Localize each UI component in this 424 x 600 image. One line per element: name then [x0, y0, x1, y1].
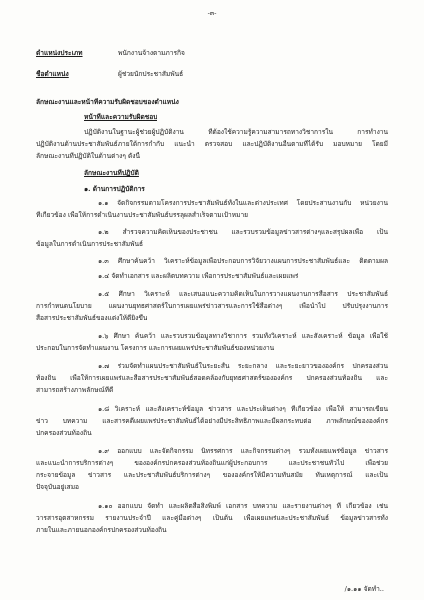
duties-heading: หน้าที่และความรับผิดชอบ	[84, 113, 158, 121]
item-line: ข่าว บทความ และสารคดีเผยแพร่ประชาสัมพันธ์ได้อย่างมีประสิทธิภาพและมีผลกระทบต่อ ภาพลักษณ์ขององค์กร	[36, 417, 388, 425]
continuation-footer: /๑.๑๑ จัดทำ..	[344, 585, 384, 593]
item-line: ๑.๗ ร่วมจัดทำแผนประชาสัมพันธ์ในระยะสั้น ระยะกลาง และระยะยาวขององค์กร ปกครองส่วน	[98, 362, 388, 370]
item-line: ปกครองส่วนท้องถิ่น	[36, 429, 92, 437]
item-line: ประกอบในการจัดทำแผนงาน โครงการ และการเผยแพร่ประชาสัมพันธ์ของหน่วยงาน	[36, 344, 275, 352]
item-line: สามารถสร้างภาพลักษณ์ที่ดี	[36, 386, 114, 394]
item-line: ๑.๙ ออกแบบ และจัดกิจกรรม นิทรรศการ และกิจกรรมต่างๆ รวมทั้งเผยแพร่ข้อมูล ข่าวสาร	[98, 447, 388, 455]
item-line: ที่เกี่ยวข้อง เพื่อให้การดำเนินงานประชาสัมพันธ์บรรลุผลสำเร็จตามเป้าหมาย	[36, 211, 249, 219]
item-line: ปัจจุบันอยู่เสมอ	[36, 483, 80, 491]
page-number: -๓-	[207, 9, 217, 17]
tasks-heading: ลักษณะงานที่ปฏิบัติ	[84, 169, 139, 177]
item-line: ๑.๘ วิเคราะห์ และสังเคราะห์ข้อมูล ข่าวสาร และประเด็นต่างๆ ที่เกี่ยวข้อง เพื่อให้ สามารถเขียน	[98, 405, 388, 413]
position-type-label: ตำแหน่งประเภท	[36, 49, 83, 57]
item-line: ๑.๒ สำรวจความคิดเห็นของประชาชน และรวบรวมข้อมูลข่าวสารต่างๆและสรุปผลเพื่อ เป็น	[98, 228, 388, 236]
intro-line: ลักษณะงานที่ปฏิบัติในด้านต่างๆ ดังนี้	[36, 152, 140, 160]
section-heading: ลักษณะงานและหน้าที่ความรับผิดชอบของตำแหน่ง	[36, 98, 179, 106]
item-line: ๑.๔ จัดทำเอกสาร และผลิตบทความ เพื่อการประชาสัมพันธ์และเผยแพร่	[98, 272, 299, 280]
position-name-value: ผู้ช่วยนักประชาสัมพันธ์	[118, 70, 184, 78]
item-line: ๑.๑ จัดกิจกรรมตามโครงการประชาสัมพันธ์ทั้งในและต่างประเทศ โดยประสานงานกับ หน่วยงาน	[98, 199, 388, 207]
position-type-value: พนักงานจ้างตามภารกิจ	[118, 49, 185, 57]
item-line: ๑.๑๐ ออกแบบ จัดทำ และผลิตสื่อสิ่งพิมพ์ เอกสาร บทความ และรายงานต่างๆ ที่ เกี่ยวข้อง เช่น	[98, 502, 388, 510]
item-line: ภายในและภายนอกองค์กรปกครองส่วนท้องถิ่น	[36, 526, 167, 534]
item-line: การกำหนดนโยบาย แผนงานยุทธศาสตร์ในการเผยแพร่ข่าวสารและการใช้สื่อต่างๆ เพื่อนำไป ปรับปรุงงานการ	[36, 302, 388, 310]
item-line: ๑.๖ ศึกษา ค้นคว้า และรวบรวมข้อมูลทางวิชาการ รวมทั้งวิเคราะห์ และสังเคราะห์ ข้อมูล เพื่อใช้	[98, 332, 388, 340]
item-line: ข้อมูลในการดำเนินการประชาสัมพันธ์	[36, 240, 144, 248]
item-line: และแนะนำการบริการต่างๆ ขององค์กรปกครองส่วนท้องถิ่นแก่ผู้ประกอบการ และประชาชนทั่วไป เพื่อช่วย	[36, 459, 388, 467]
item-line: ๑.๓ ศึกษาค้นคว้า วิเคราะห์ข้อมูลเพื่อประกอบการวิจัยวางแผนการประชาสัมพันธ์และ ติดตามผล	[98, 257, 388, 265]
item-line: สื่อสารประชาสัมพันธ์ของแต่งให้ดียิ่งขึ้น	[36, 314, 148, 322]
item-line: วารสารอุตสาหกรรม รายงานประจำปี และคู่มือต่างๆ เป็นต้น เพื่อเผยแพร่และประชาสัมพันธ์ ข้อมูลข่าวสารทั้ง	[36, 514, 388, 522]
item-line: ท้องถิ่น เพื่อให้การเผยแพร่และสื่อสารประชาสัมพันธ์สอดคล้องกับยุทธศาสตร์ขององค์กร ปกครองส่วนท้องถิ่น และ	[36, 374, 388, 382]
position-name-label: ชื่อตำแหน่ง	[36, 70, 69, 78]
item-line: ๑.๕ ศึกษา วิเคราะห์ และเสนอแนะความคิดเห็นในการวางแผนงานการสื่อสาร ประชาสัมพันธ์	[98, 290, 388, 298]
intro-line: ปฏิบัติงานด้านประชาสัมพันธ์ภายใต้การกำกับ แนะนำ ตรวจสอบ และปฏิบัติงานอื่นตามที่ได้รับ มอบหมาย โดยมี	[36, 140, 388, 148]
ops-heading: ๑. ด้านการปฏิบัติการ	[84, 185, 145, 193]
item-line: กระจายข้อมูล ข่าวสาร และประชาสัมพันธ์บริการต่างๆ ขององค์กรให้มีความทันสมัย ทันเหตุการณ์ และเป็น	[36, 471, 388, 479]
intro-line: ปฏิบัติงานในฐานะผู้ช่วยผู้ปฏิบัติงาน ที่ต้องใช้ความรู้ความสามารถทางวิชาการใน การทำงาน	[84, 128, 388, 136]
